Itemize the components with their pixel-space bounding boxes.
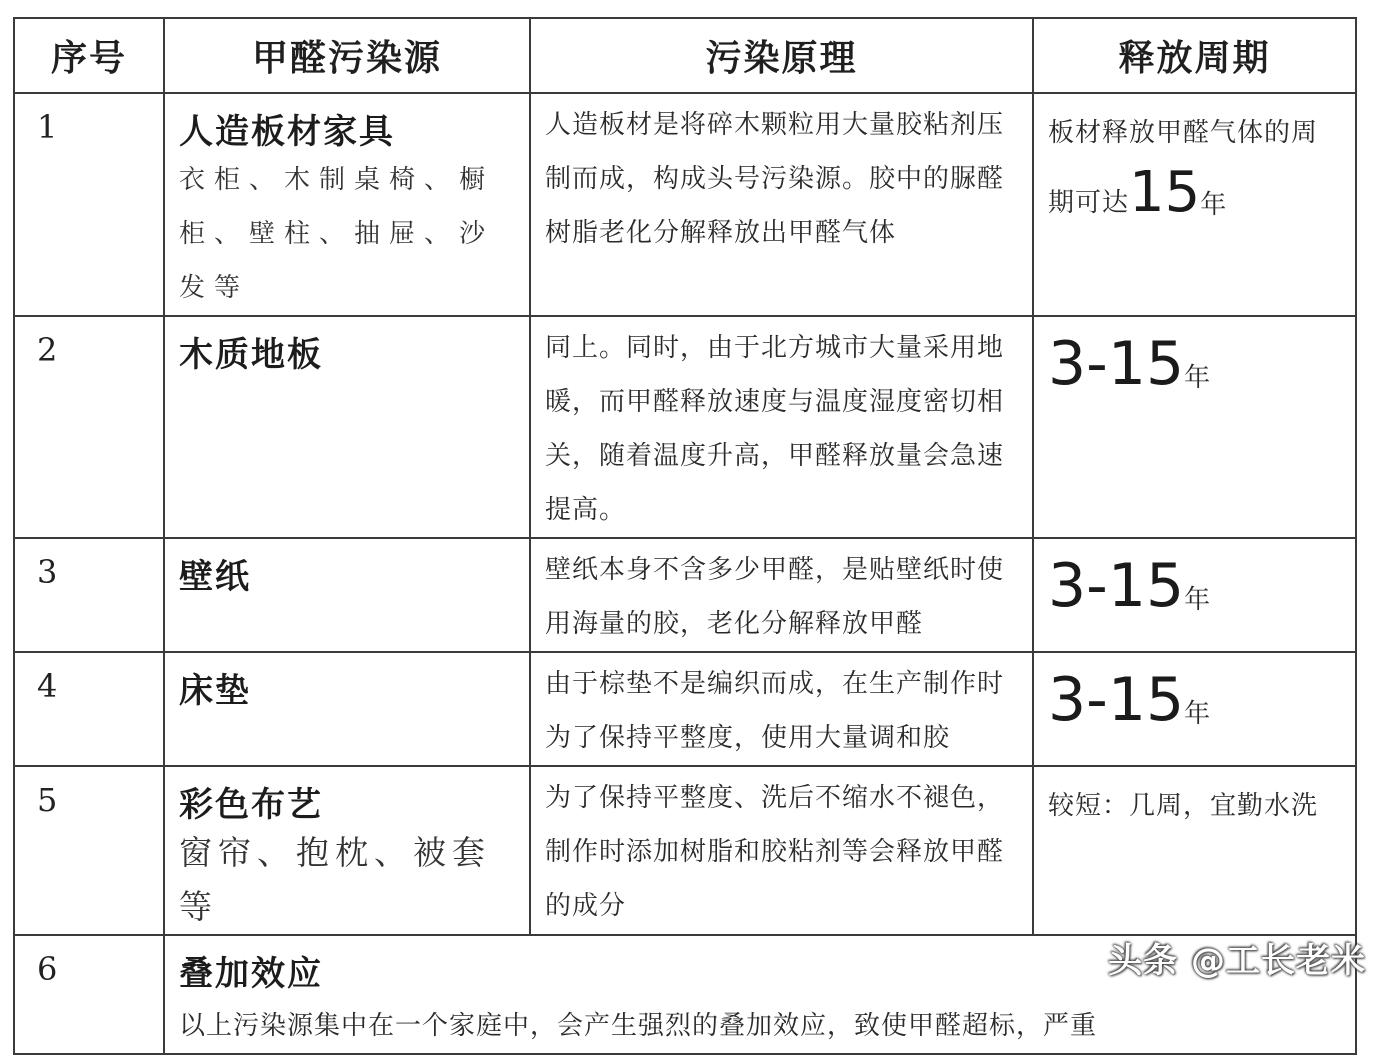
source-title: 床垫 [179,671,251,711]
period-unit: 年 [1200,190,1227,220]
period-value: 3-15 [1048,329,1185,399]
row-no-cell [14,935,164,1054]
table-row [14,316,1356,538]
source-title: 彩色布艺 [179,785,323,825]
principle-text: 为了保持平整度、洗后不缩水不褪色，制作时添加树脂和胶粘剂等会释放甲醛的成分 [545,783,1005,921]
table-row [14,538,1356,652]
principle-cell [530,93,1033,316]
principle-cell [530,766,1033,935]
table-row [14,766,1356,935]
source-cell [164,538,530,652]
source-cell [164,652,530,766]
principle-cell [530,652,1033,766]
period-value: 15 [1129,160,1201,225]
row-no-cell [14,766,164,935]
period-text: 较短：几周，宜勤水洗 [1048,791,1319,821]
source-cell [164,316,530,538]
row-no-cell [14,93,164,316]
formaldehyde-table-container [13,17,1355,1041]
row-no-cell [14,316,164,538]
row-no: 2 [37,331,58,369]
row-no: 4 [37,667,58,705]
principle-text: 同上。同时，由于北方城市大量采用地暖，而甲醛释放速度与温度湿度密切相关，随着温度升高，甲醛释放量会急速提高。 [545,333,1005,525]
header-principle: 污染原理 [530,18,1033,93]
header-period: 释放周期 [1033,18,1356,93]
row-no: 5 [37,781,58,819]
header-source: 甲醛污染源 [164,18,530,93]
row-no: 3 [37,553,58,591]
source-title: 人造板材家具 [179,112,395,152]
period-value: 3-15 [1048,551,1185,621]
formaldehyde-sources-table [13,17,1357,1055]
source-title: 壁纸 [179,557,251,597]
principle-text: 壁纸本身不含多少甲醛，是贴壁纸时使用海量的胶，老化分解释放甲醛 [545,555,1005,639]
header-no: 序号 [14,18,164,93]
source-cell [164,766,530,935]
watermark-text: 头条 @工长老米 [1108,941,1366,981]
header-row [14,18,1356,93]
period-cell [1033,93,1356,316]
row-no: 6 [37,950,58,988]
row-no-cell [14,538,164,652]
principle-text: 人造板材是将碎木颗粒用大量胶粘剂压制而成，构成头号污染源。胶中的脲醛树脂老化分解释放出甲醛气体 [545,110,1005,248]
period-prefix: 板材释放甲醛气体的周期可达 [1048,118,1319,218]
period-value: 3-15 [1048,665,1185,735]
period-unit: 年 [1184,699,1211,729]
row-no-cell [14,652,164,766]
principle-cell [530,538,1033,652]
principle-cell [530,316,1033,538]
source-detail: 以上污染源集中在一个家庭中，会产生强烈的叠加效应，致使甲醛超标，严重 [179,1011,1098,1041]
period-unit: 年 [1184,363,1211,393]
period-unit: 年 [1184,585,1211,615]
table-row [14,93,1356,316]
source-title: 木质地板 [179,335,323,375]
row-no: 1 [37,108,58,146]
source-cell [164,93,530,316]
period-cell [1033,538,1356,652]
period-cell [1033,316,1356,538]
period-cell [1033,652,1356,766]
source-title: 叠加效应 [179,954,323,994]
table-row [14,652,1356,766]
principle-text: 由于棕垫不是编织而成，在生产制作时为了保持平整度，使用大量调和胶 [545,669,1005,753]
period-cell [1033,766,1356,935]
source-detail: 窗帘、抱枕、被套等 [179,833,491,926]
source-detail: 衣柜、木制桌椅、橱柜、壁柱、抽屉、沙发等 [179,165,495,303]
